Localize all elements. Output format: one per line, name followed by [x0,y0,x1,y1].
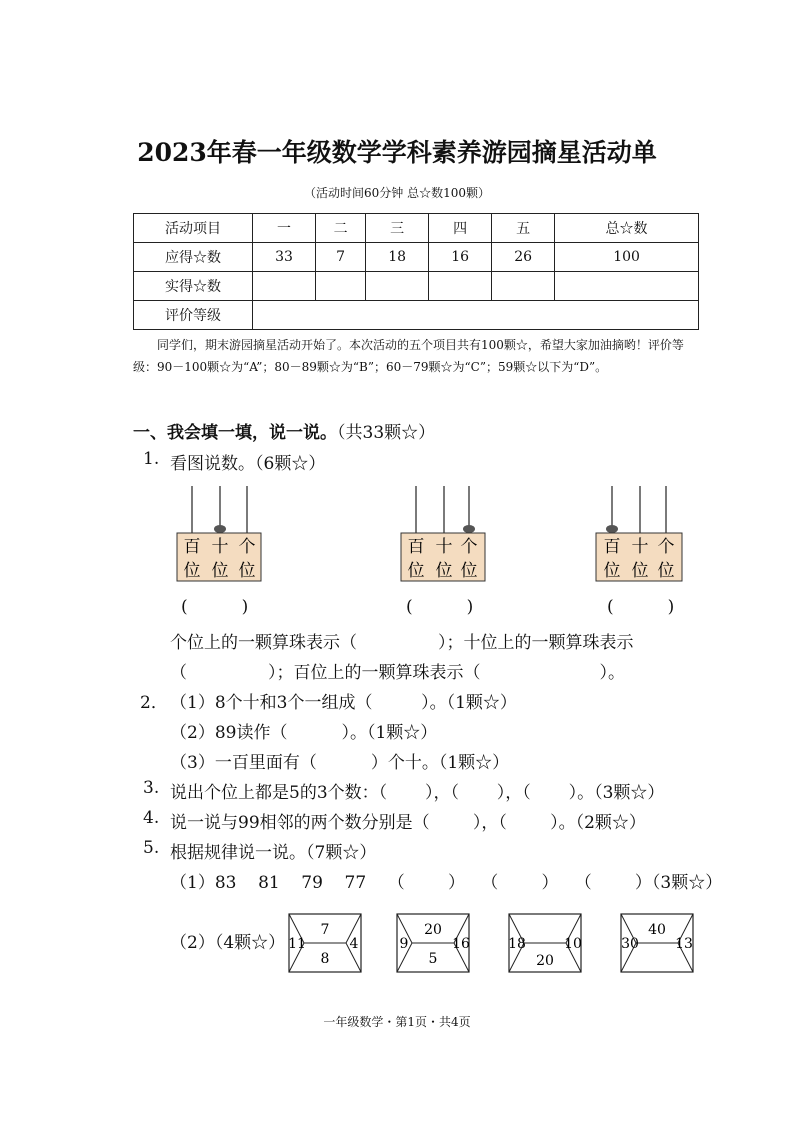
table-row [134,301,699,330]
envelope-left: 9 [399,936,409,952]
page-subtitle: （活动时间60分钟 总☆数100颗） [304,186,490,200]
section-heading [133,418,435,443]
abacus-bead [606,525,618,533]
abacus-label: 十 [435,537,453,557]
envelope-right: 4 [349,936,359,952]
section-title: 一、我会填一填，说一说。 [133,423,337,443]
abacus-label: 百 [183,537,201,557]
envelope-puzzle-4 [620,913,694,973]
answer-cell[interactable] [253,301,699,330]
abacus-label: 十 [211,537,229,557]
envelope-bottom: 8 [320,951,330,967]
answer-cell[interactable] [429,272,492,301]
abacus-label: 百 [603,537,621,557]
answer-cell[interactable] [555,272,699,301]
abacus-label: 十 [631,537,649,557]
envelope-left: 18 [508,936,526,952]
abacus-label: 位 [657,561,675,581]
abacus-label: 个 [460,537,478,557]
table-cell: 评价等级 [134,301,253,330]
question-number: 3. [143,778,160,798]
question-number: 5. [143,838,160,858]
answer-blank[interactable]: ( ) [181,597,249,617]
answer-cell[interactable] [492,272,555,301]
abacus-label: 位 [603,561,621,581]
question-number: 2． [140,693,168,713]
notice-text: 同学们，期末游园摘星活动开始了。本次活动的五个项目共有100颗☆，希望大家加油摘哟！评价等级：90－100颗☆为“A”；80－89颗☆为“B”；60－79颗☆为“C”；59颗☆以下为“D”。 [133,338,684,374]
abacus-label: 百 [407,537,425,557]
answer-cell[interactable] [253,272,316,301]
question-text: 看图说数。（6颗☆） [170,454,326,474]
abacus-bead [463,525,475,533]
table-cell: 五 [492,214,555,243]
table-cell: 二 [315,214,365,243]
table-row [134,214,699,243]
answer-cell[interactable] [366,272,429,301]
question-text: 根据规律说一说。（7颗☆） [170,843,377,863]
abacus-label: 个 [657,537,675,557]
question-text: 说出个位上都是5的3个数：（ ），（ ），（ ）。（3颗☆） [170,783,665,803]
question-text: 说一说与99相邻的两个数分别是（ ），（ ）。（2颗☆） [170,813,646,833]
envelope-top: 7 [320,922,330,938]
envelope-top: 40 [648,922,666,938]
question-text: （3）一百里面有（ ）个十。（1颗☆） [170,753,510,773]
table-cell: 7 [315,243,365,272]
envelope-left: 11 [288,936,306,952]
answer-blank[interactable]: ( ) [406,597,474,617]
answer-cell[interactable] [315,272,365,301]
envelope-bottom: 20 [536,953,554,969]
envelope-right: 10 [564,936,582,952]
question-text: （1）83 81 79 77 （ ） （ ） （ ）（3颗☆） [170,873,723,893]
question-text: 个位上的一颗算珠表示（ ）；十位上的一颗算珠表示 [170,633,634,653]
table-cell: 26 [492,243,555,272]
abacus-label: 位 [238,561,256,581]
question-number: 4. [143,808,160,828]
abacus-1 [175,484,275,584]
table-cell: 四 [429,214,492,243]
envelope-bottom: 5 [428,951,438,967]
envelope-left: 30 [621,936,639,952]
table-cell: 一 [253,214,316,243]
table-cell: 实得☆数 [134,272,253,301]
envelope-puzzle-2 [396,913,470,973]
abacus-bead [214,525,226,533]
abacus-label: 位 [460,561,478,581]
table-cell: 应得☆数 [134,243,253,272]
table-cell: 三 [366,214,429,243]
envelope-puzzle-3 [508,913,582,973]
envelope-top: 20 [424,922,442,938]
envelope-right: 13 [675,936,693,952]
abacus-label: 位 [435,561,453,581]
envelope-right: 16 [452,936,470,952]
table-row [134,243,699,272]
question-text: （ ）；百位上的一颗算珠表示（ ）。 [170,663,625,683]
question-text: （2）（4颗☆） [170,933,286,953]
table-cell: 总☆数 [555,214,699,243]
table-cell: 33 [253,243,316,272]
abacus-label: 位 [407,561,425,581]
question-text: （2）89读作（ ）。（1颗☆） [170,723,438,743]
abacus-label: 位 [183,561,201,581]
abacus-label: 个 [238,537,256,557]
page-title: 2023年春一年级数学学科素养游园摘星活动单 [137,138,657,167]
page-footer: 一年级数学・第1页・共4页 [323,1015,471,1029]
table-cell: 16 [429,243,492,272]
table-row [134,272,699,301]
table-cell: 18 [366,243,429,272]
envelope-puzzle-1 [288,913,362,973]
table-cell: 活动项目 [134,214,253,243]
question-number: 1. [143,449,160,469]
question-text: （1）8个十和3个一组成（ ）。（1颗☆） [170,693,517,713]
abacus-2 [399,484,499,584]
section-stars: （共33颗☆） [337,423,436,443]
abacus-label: 位 [211,561,229,581]
answer-blank[interactable]: ( ) [607,597,675,617]
abacus-3 [594,484,694,584]
table-cell: 100 [555,243,699,272]
abacus-label: 位 [631,561,649,581]
score-table [133,213,699,330]
